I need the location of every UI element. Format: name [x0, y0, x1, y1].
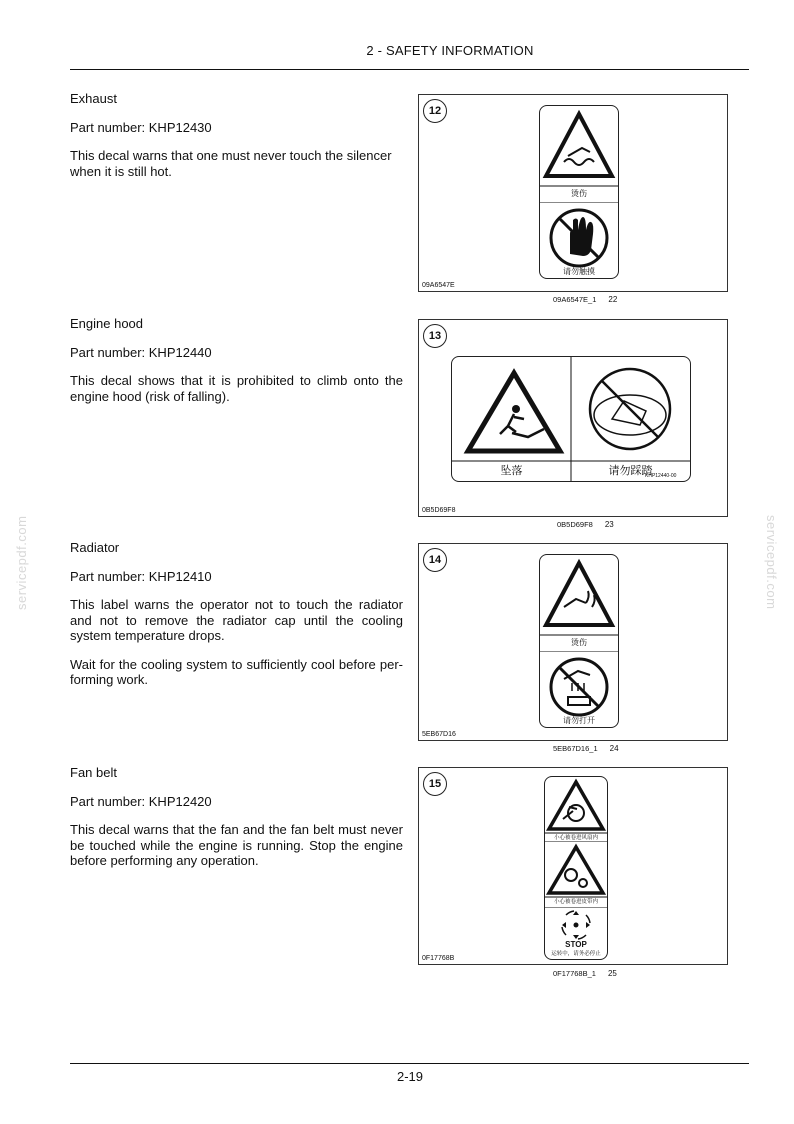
watermark-right: servicepdf.com — [764, 515, 779, 610]
part-number: Part number: KHP12430 — [70, 119, 212, 135]
part-number: Part number: KHP12410 — [70, 568, 212, 584]
section-radiator — [70, 540, 403, 701]
figure-caption: 0B5D69F8 23 — [557, 520, 614, 529]
page-header: 2 - SAFETY INFORMATION — [366, 43, 534, 58]
decal-label: 坠落 — [500, 465, 523, 477]
figure-number: 14 — [423, 548, 447, 572]
section-title: Engine hood — [70, 316, 144, 331]
section-title: Radiator — [70, 540, 120, 555]
figure-code: 0F17768B — [422, 955, 455, 962]
decal-label: 烫伤 — [571, 189, 587, 198]
description: This label warns the operator not to touch the radiator and not to remove the radiator cap until the cooling system temperature drops. — [70, 597, 403, 643]
figure-caption: 09A6547E_1 22 — [553, 295, 618, 304]
scald-warning-icon — [540, 555, 618, 639]
figure-number: 12 — [423, 99, 447, 123]
figure-code: 5EB67D16 — [422, 731, 456, 738]
decal-part-code: KHP12440-00 — [645, 473, 677, 479]
no-touch-icon — [540, 202, 618, 272]
stop-label: STOP — [565, 940, 587, 949]
figure-13 — [418, 319, 728, 517]
decal-label: 小心被卷进皮带内 — [553, 899, 598, 905]
footer-rule — [70, 1063, 749, 1064]
decal-label: 请勿踩踏 — [608, 465, 653, 477]
decal-exhaust — [539, 105, 619, 279]
description: This decal warns that the fan and the fan belt must never be touched while the engine is running. Stop the engine before performing any operation. — [70, 822, 403, 868]
decal-fan-belt — [544, 776, 608, 960]
decal-label: 运转中，请务必停止 — [551, 951, 601, 957]
figure-code: 0B5D69F8 — [422, 507, 456, 514]
watermark-left: servicepdf.com — [14, 515, 29, 610]
section-engine-hood — [70, 316, 403, 417]
no-open-cap-icon — [540, 651, 618, 721]
rotating-fan-icon — [545, 907, 607, 943]
figure-number: 15 — [423, 772, 447, 796]
hot-surface-warning-icon — [540, 106, 618, 190]
decal-label: 小心被卷进风扇内 — [553, 835, 598, 841]
figure-caption: 5EB67D16_1 24 — [553, 744, 619, 753]
decal-label: 烫伤 — [571, 638, 587, 647]
decal-label: 请勿触摸 — [563, 267, 595, 276]
figure-12 — [418, 94, 728, 292]
section-title: Exhaust — [70, 91, 117, 106]
section-exhaust — [70, 91, 403, 192]
section-fan-belt — [70, 765, 403, 882]
decal-engine-hood — [451, 356, 691, 482]
description: This decal shows that it is prohibited to climb onto the engine hood (risk of falling). — [70, 373, 403, 404]
decal-label: 请勿打开 — [563, 716, 595, 725]
description: This decal warns that one must never touch the silencer when it is still hot. — [70, 148, 392, 179]
description: Wait for the cooling system to sufficiently cool before per-forming work. — [70, 656, 403, 687]
header-rule — [70, 69, 749, 70]
figure-code: 09A6547E — [422, 282, 455, 289]
fan-entanglement-warning-icon — [545, 777, 607, 835]
part-number: Part number: KHP12420 — [70, 793, 212, 809]
figure-number: 13 — [423, 324, 447, 348]
figure-caption: 0F17768B_1 25 — [553, 969, 617, 978]
belt-entanglement-warning-icon — [545, 841, 607, 899]
part-number: Part number: KHP12440 — [70, 344, 212, 360]
decal-radiator — [539, 554, 619, 728]
section-title: Fan belt — [70, 765, 117, 780]
page-number: 2-19 — [396, 1069, 424, 1084]
figure-14 — [418, 543, 728, 741]
figure-15 — [418, 767, 728, 965]
